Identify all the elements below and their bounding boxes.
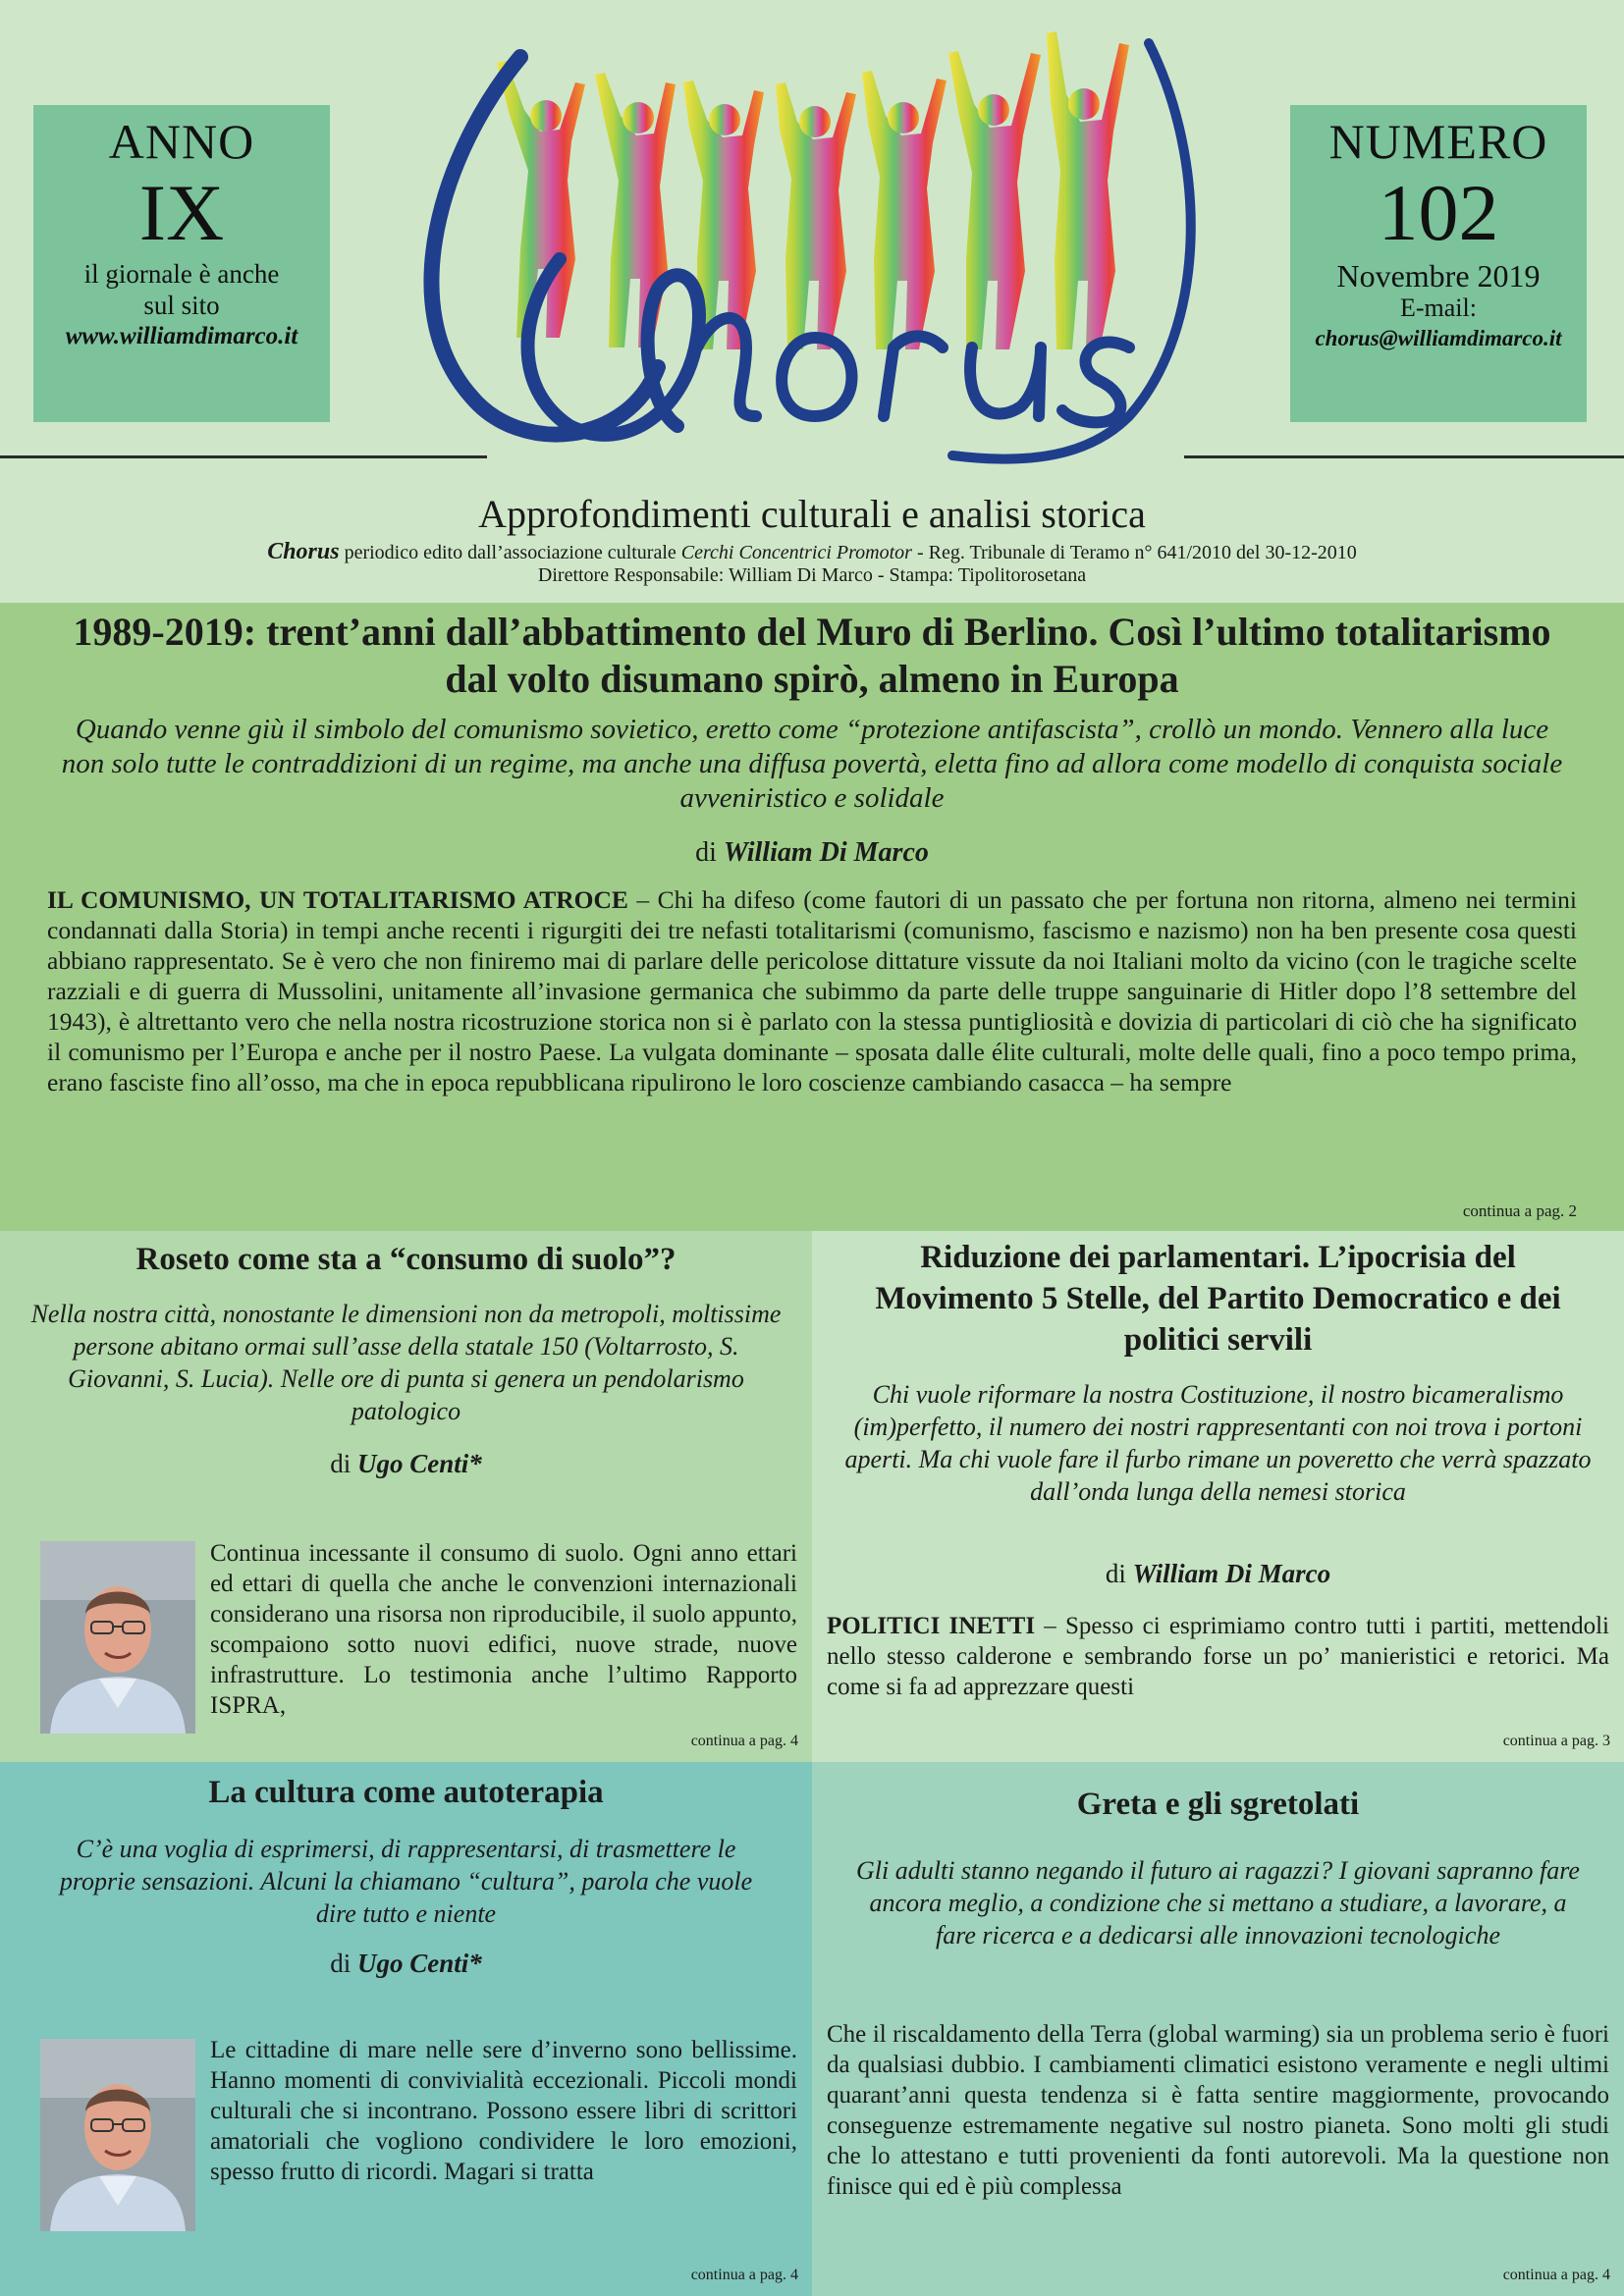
impressum-text2: - Reg. Tribunale di Teramo n° 641/2010 del 30-12-2010 [911,542,1357,563]
consumo-author: Ugo Centi* [357,1449,482,1478]
main-article-continua[interactable]: continua a pag. 2 [1462,1201,1577,1220]
masthead-rule-right [1184,455,1624,458]
greta-body: Che il riscaldamento della Terra (global warming) sia un problema serio è fuori da qualsiasi dubbio. I cambiamenti climatici esistono veramente e negli ultimi quarant’anni questa tendenza si è fatta sentire maggiormente, provocando conseguenze estremamente negative sul nostro pianeta. Sono molti gli studi che lo attestano e tutti provenienti da fonti autorevoli. Ma la questione non finisce qui ed è più complessa [827,2021,1609,2200]
anno-line1: il giornale è anche [83,259,280,289]
parlamentari-byline [812,1559,1624,1589]
impressum-line1 [0,541,1624,564]
numero-box [1290,105,1587,422]
cultura-title: La cultura come autoterapia [208,1775,604,1810]
main-article-text: – Chi ha difeso (come fautori di un passato che per fortuna non ritorna, almeno nei termini condannati dalla Storia) in tempi anche recenti i rigurgiti dei tre nefasti totalitarismi (comunismo, fascismo e nazismo) non ha ben presente cosa questi abbiano rappresentato. Se è vero che non finiremo mai di parlare delle pericolose dittature vissute da noi Italiani molto da vicino (con le tragiche scelte razziali e di guerra di Mussolini, unitamente all’invasione germanica che subimmo da parte delle truppe sanguinarie di Hitler dopo l’8 settembre del 1943), è altrettanto vero che nella nostra ricostruzione storica non si è parlato con la stessa puntigliosità e dovizia di particolari di ciò che ha significato il comunismo per l’Europa e anche per il nostro Paese. La vulgata dominante – sposata dalle élite culturali, molte delle quali, fino a poco tempo prima, erano fasciste fino all’osso, ma che in epoca repubblicana ripulirono le loro coscienze cambiando casacca – ha sempre [47,885,1577,1096]
parlamentari-lead: POLITICI INETTI [827,1613,1036,1639]
author-portrait-icon [40,1541,195,1734]
publication-name: Chorus [267,539,340,564]
main-article-title: 1989-2019: trent’anni dall’abbattimento del Muro di Berlino. Così l’ultimo totalitarismo dal volto disumano spirò, almeno in Europa [73,610,1551,701]
author-photo-centi [40,1541,195,1734]
greta-subtitle: Gli adulti stanno negando il futuro ai ragazzi? I giovani sapranno fare ancora meglio, a condizione che si mettano a studiare, a lavorare, a fare ricerca e a dedicarsi alle innovazioni tecnologiche [856,1856,1580,1949]
article-consumo-suolo [0,1231,812,1762]
consumo-continua[interactable]: continua a pag. 4 [690,1733,798,1749]
article-riduzione-parlamentari [812,1231,1624,1762]
byline-prefix: di [330,1449,357,1478]
parlamentari-title: Riduzione dei parlamentari. L’ipocrisia del Movimento 5 Stelle, del Partito Democratico e dei politici servili [875,1240,1561,1358]
cultura-continua[interactable]: continua a pag. 4 [690,2267,798,2283]
author-photo-centi [40,2039,195,2231]
cultura-body: Le cittadine di mare nelle sere d’inverno sono bellissime. Hanno momenti di convivialità eccezionali. Piccoli mondi culturali che si incontrano. Possono essere libri di scrittori amatoriali che vogliono condividere le loro emozioni, spesso frutto di ricordi. Magari si tratta [210,2037,797,2185]
parlamentari-continua[interactable]: continua a pag. 3 [1502,1733,1610,1749]
byline-prefix: di [1105,1559,1133,1588]
main-article-body [47,884,1577,1097]
main-article-author: William Di Marco [723,837,929,868]
masthead [0,0,1624,603]
tagline: Approfondimenti culturali e analisi storica [478,492,1146,536]
consumo-title: Roseto come sta a “consumo di suolo”? [135,1242,677,1277]
anno-line2: sul sito [143,291,220,320]
anno-label: ANNO [108,114,255,169]
parlamentari-text: – Spesso ci esprimiamo contro tutti i partiti, mettendoli nello stesso calderone e sembrando forse un po’ manieristici e retorici. Ma come si fa ad apprezzare questi [827,1613,1609,1700]
numero-value: 102 [1378,168,1499,257]
association-name: Cerchi Concentrici Promotor [680,542,912,563]
consumo-body: Continua incessante il consumo di suolo. Ogni anno ettari ed ettari di quella che anche le convenzioni internazionali considerano una risorsa non riproducibile, il suolo appunto, scompaiono sotto nuovi edifici, nuove strade, nuove infrastrutture. Lo testimonia anche l’ultimo Rapporto ISPRA, [210,1540,797,1719]
impressum-line2: Direttore Responsabile: William Di Marco - Stampa: Tipolitorosetana [537,564,1087,586]
author-portrait-icon [40,2039,195,2231]
consumo-subtitle: Nella nostra città, nonostante le dimensioni non da metropoli, moltissime persone abitano ormai sull’asse della statale 150 (Voltarrosto, S. Giovanni, S. Lucia). Nelle ore di punta si genera un pendolarismo patologico [30,1300,782,1425]
byline-prefix: di [695,837,724,868]
parlamentari-body [827,1611,1609,1702]
email-link[interactable]: chorus@williamdimarco.it [1315,326,1562,350]
main-article-lead: IL COMUNISMO, UN TOTALITARISMO ATROCE [47,885,628,914]
anno-box [33,105,330,422]
cultura-author: Ugo Centi* [357,1949,482,1978]
consumo-byline [0,1449,812,1479]
parlamentari-author: William Di Marco [1132,1559,1331,1588]
impressum-text1: periodico edito dall’associazione culturale [339,542,681,563]
article-cultura-autoterapia [0,1762,812,2296]
main-article-byline [47,837,1577,869]
greta-title: Greta e gli sgretolati [1076,1787,1360,1822]
chorus-logo [403,14,1208,485]
byline-prefix: di [330,1949,357,1978]
dancers-silhouette-icon [497,31,1129,349]
greta-continua[interactable]: continua a pag. 4 [1502,2267,1610,2283]
cultura-subtitle: C’è una voglia di esprimersi, di rappresentarsi, di trasmettere le proprie sensazioni. Alcuni la chiamano “cultura”, parola che vuole dire tutto e niente [59,1835,753,1928]
main-article-subtitle: Quando venne giù il simbolo del comunismo sovietico, eretto come “protezione antifascista”, crollò un mondo. Vennero alla luce non solo tutte le contraddizioni di un regime, ma anche una diffusa povertà, eletta fino ad allora come modello di conquista sociale avveniristico e solidale [61,714,1563,814]
article-greta [812,1762,1624,2296]
parlamentari-subtitle: Chi vuole riformare la nostra Costituzione, il nostro bicameralismo (im)perfetto, il numero dei nostri rappresentanti con noi trova i portoni aperti. Ma chi vuole fare il furbo rimane un poveretto che verrà spazzato dall’onda lunga della nemesi storica [844,1380,1592,1506]
impressum [0,541,1624,587]
anno-value: IX [138,168,225,257]
issue-date: Novembre 2019 [1336,258,1541,294]
website-link[interactable]: www.williamdimarco.it [65,323,298,349]
email-label: E-mail: [1400,294,1477,322]
numero-label: NUMERO [1328,114,1548,169]
main-article [0,603,1624,1231]
cultura-byline [0,1949,812,1979]
